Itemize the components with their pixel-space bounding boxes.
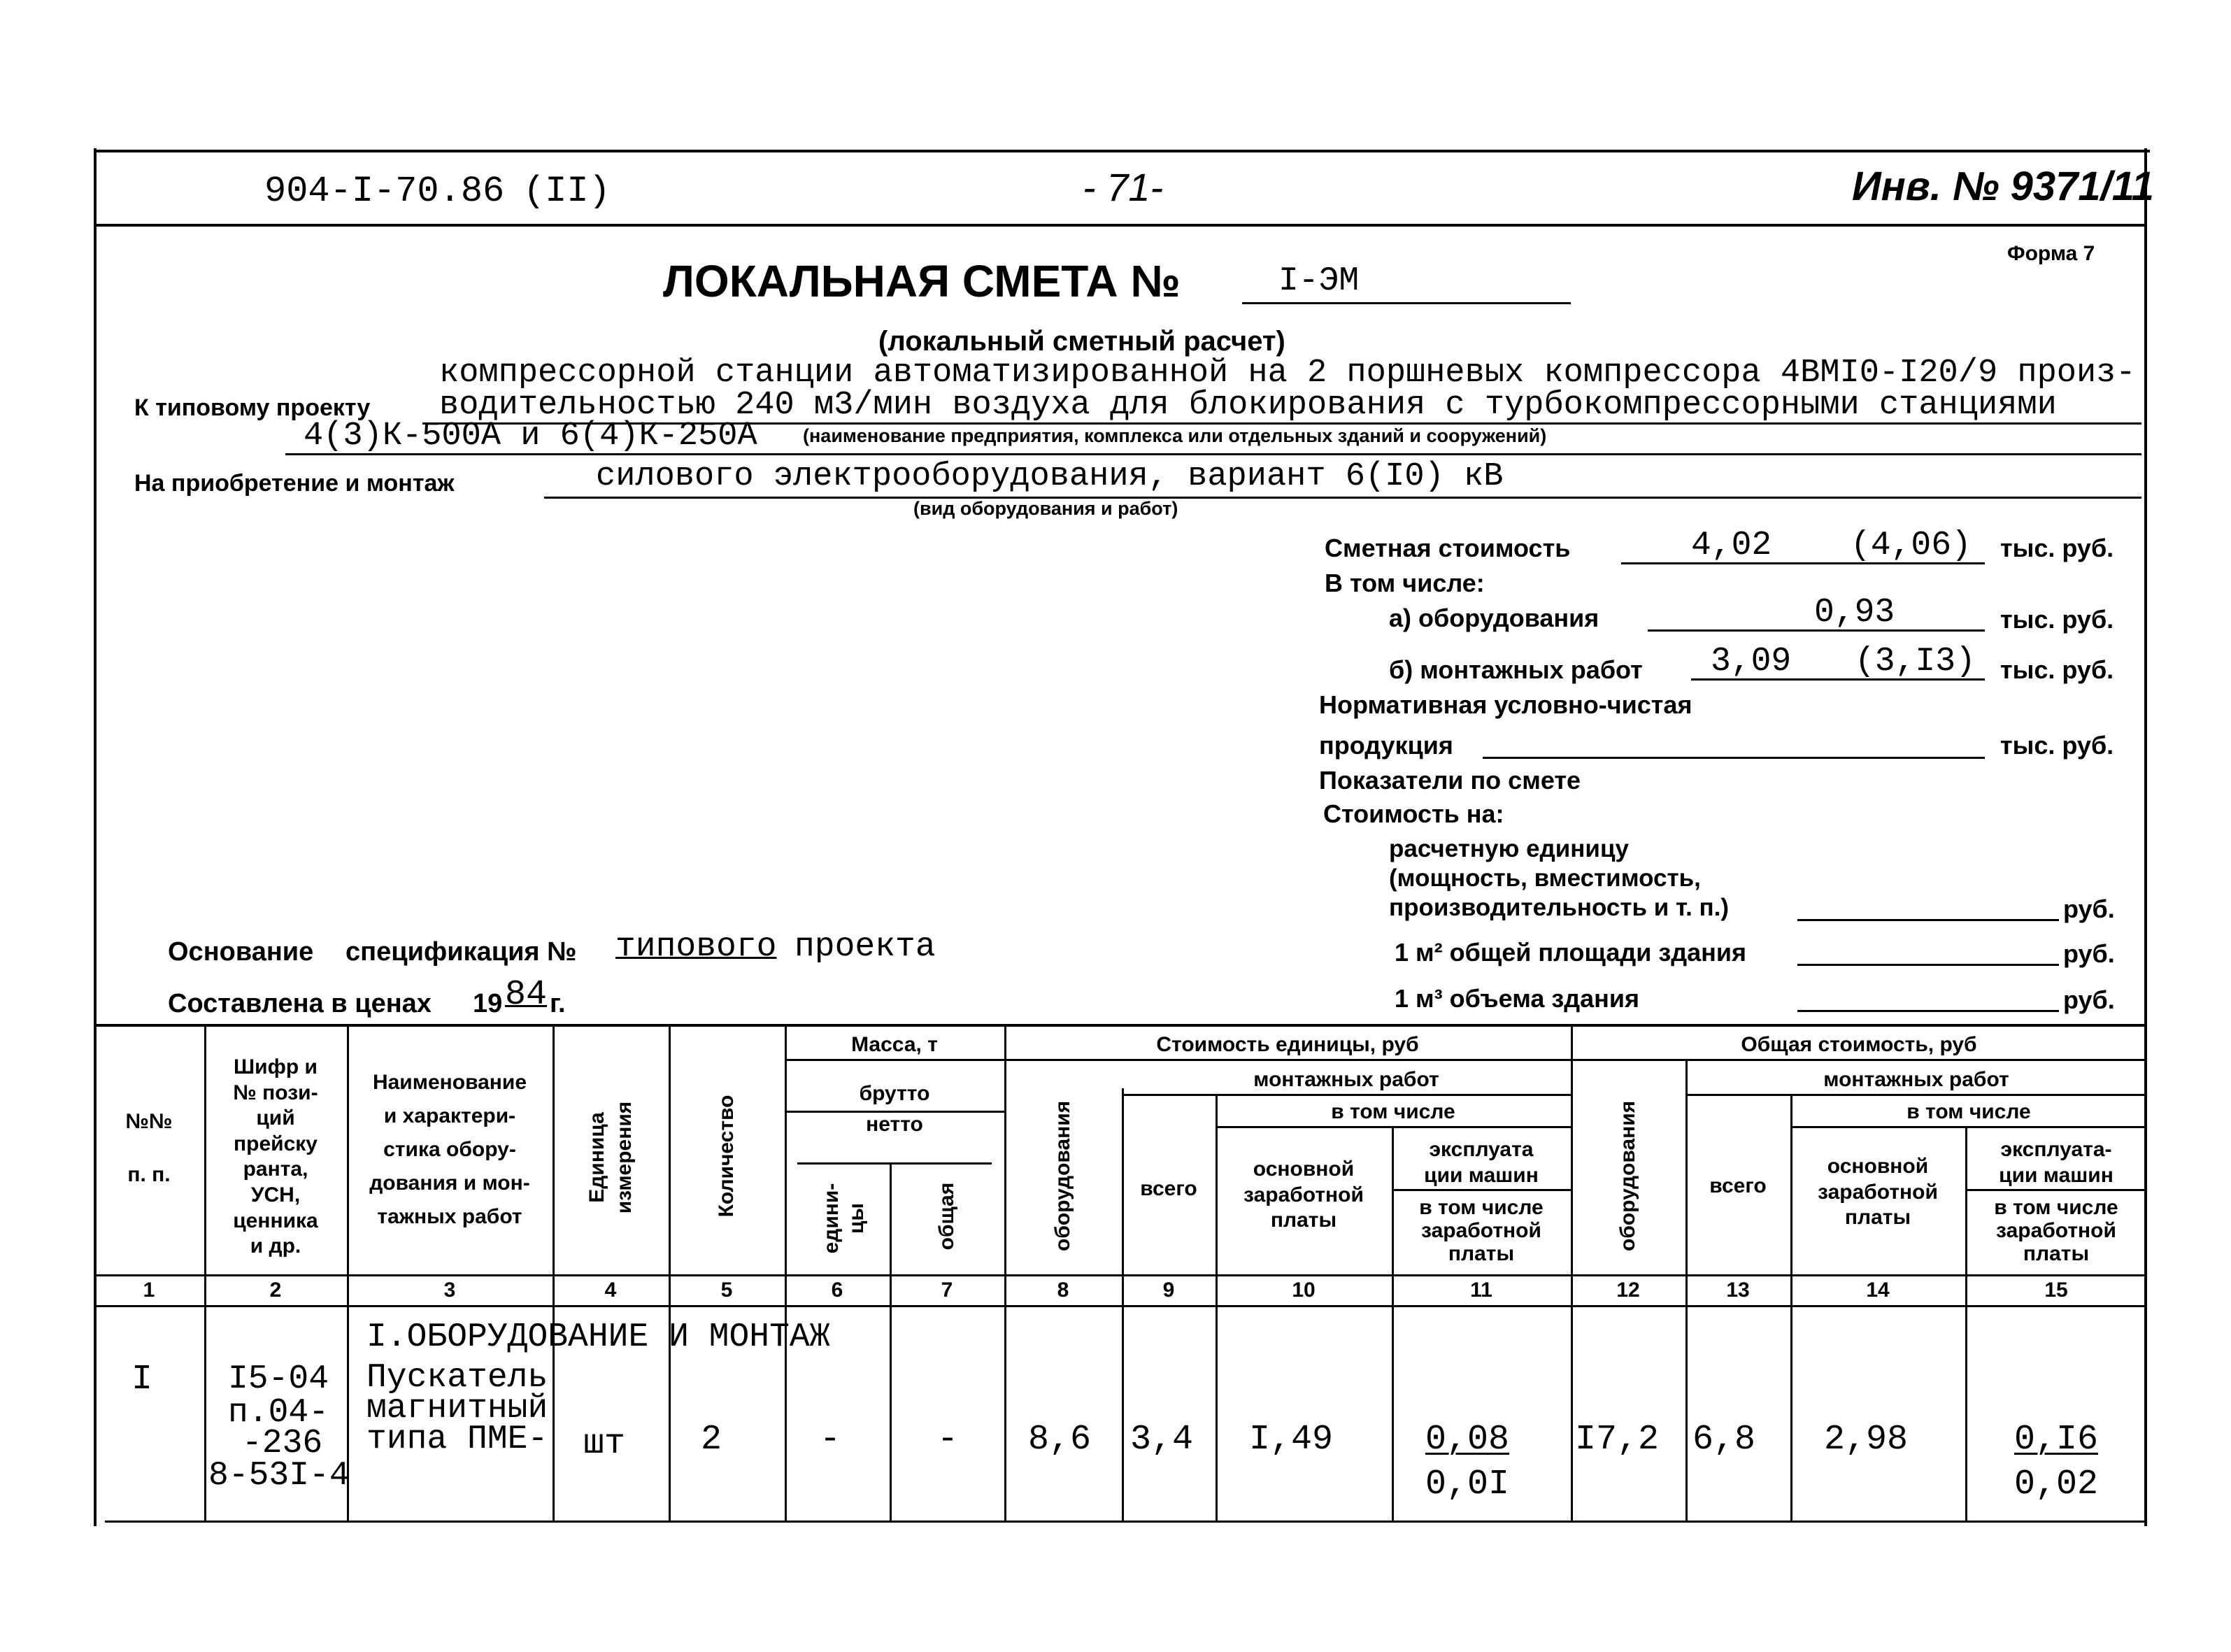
album-number: (II)	[523, 171, 611, 212]
volume-label: 1 м³ объема здания	[1395, 984, 1640, 1013]
estimated-cost-value: 4,02	[1691, 527, 1772, 564]
unit-machines-subline	[1392, 1189, 1571, 1191]
table-header-bottom	[94, 1274, 2147, 1276]
header-col15a: эксплуата- ции машин	[1999, 1138, 2114, 1187]
prices-suffix: г.	[550, 989, 566, 1018]
header-mass: Масса, т	[851, 1033, 938, 1056]
project-line-2: водительностью 240 м3/мин воздуха для блокирования с турбокомпрессорными станциями	[439, 387, 2057, 424]
row-number: I	[131, 1360, 153, 1400]
total-cost-subline	[1571, 1059, 2147, 1061]
header-total-including: в том числе	[1906, 1100, 2031, 1123]
unit-cost-subline	[1004, 1059, 1571, 1061]
colnum-11: 11	[1470, 1279, 1492, 1302]
col-divider-11	[1571, 1024, 1573, 1522]
purchase-label: На приобретение и монтаж	[134, 470, 455, 497]
colnum-2: 2	[269, 1279, 282, 1302]
project-line-1: компрессорной станции автоматизированной на 2 поршневых компрессора 4ВМI0-I20/9 произ-	[439, 355, 2136, 392]
prices-label: Составлена в ценах	[168, 989, 432, 1018]
doc-code: 904-I-70.86	[264, 171, 505, 212]
total-including-subline	[1790, 1126, 2147, 1128]
col-divider-4	[669, 1024, 671, 1522]
unit-install-subline	[1122, 1094, 1571, 1096]
per-unit-underline	[1797, 919, 2059, 921]
colnum-6: 6	[831, 1279, 843, 1302]
header-col1b: п. п.	[127, 1163, 171, 1186]
row-install-total-salary: 2,98	[1824, 1420, 1909, 1460]
installation-value: 3,09	[1711, 643, 1792, 681]
equipment-underline	[1648, 629, 1985, 632]
including-label: В том числе:	[1325, 569, 1485, 597]
row-code-1: I5-04	[228, 1360, 329, 1398]
project-line-3: 4(3)К-500А и 6(4)К-250А	[304, 418, 757, 455]
section-title: I.ОБОРУДОВАНИЕ И МОНТАЖ	[366, 1318, 830, 1356]
header-col6: едини- цы	[820, 1183, 868, 1254]
cost-on-label: Стоимость на:	[1323, 799, 1504, 828]
header-col8: оборудования	[1051, 1100, 1074, 1251]
total-install-subline	[1685, 1094, 2147, 1096]
indicators-label: Показатели по смете	[1319, 766, 1581, 795]
spec-value: типового	[615, 928, 777, 966]
col-divider-7	[1004, 1024, 1006, 1522]
purchase-hint: (вид оборудования и работ)	[913, 498, 1178, 519]
normative-label-1: Нормативная условно-чистая	[1319, 690, 1692, 719]
header-unit-install: монтажных работ	[1253, 1068, 1439, 1091]
form-label: Форма 7	[2007, 242, 2095, 265]
normative-underline	[1483, 757, 1985, 759]
colnum-7: 7	[941, 1279, 953, 1302]
header-col11b: в том числе заработной платы	[1419, 1196, 1544, 1265]
basis-label: Основание	[168, 937, 314, 967]
header-brutto: брутто	[859, 1082, 930, 1105]
header-col5: Количество	[715, 1095, 738, 1218]
header-netto: нетто	[866, 1113, 923, 1136]
estimated-cost-label: Сметная стоимость	[1325, 534, 1571, 562]
installation-label: б) монтажных работ	[1389, 655, 1643, 684]
page-title: ЛОКАЛЬНАЯ СМЕТА №	[663, 256, 1181, 306]
header-col1a: №№	[125, 1110, 173, 1133]
installation-unit: тыс. руб.	[2000, 655, 2114, 684]
row-code-3: -236	[242, 1425, 323, 1462]
row-qty: 2	[701, 1420, 722, 1460]
table-bottom	[105, 1521, 2147, 1523]
header-divider	[94, 224, 2147, 227]
total-machines-subline	[1965, 1189, 2147, 1191]
row-install-unit-total: 3,4	[1130, 1420, 1194, 1460]
colnum-13: 13	[1726, 1279, 1750, 1302]
per-unit-rub: руб.	[2063, 895, 2115, 923]
row-equip-total: I7,2	[1575, 1420, 1660, 1460]
header-unit-cost: Стоимость единицы, руб	[1156, 1033, 1419, 1056]
mass-subline	[785, 1059, 1004, 1061]
table-colnum-bottom	[94, 1305, 2147, 1307]
header-col11a: эксплуата ции машин	[1424, 1138, 1539, 1187]
area-label: 1 м² общей площади здания	[1395, 938, 1746, 967]
spec-label: спецификация №	[345, 937, 577, 967]
colnum-1: 1	[143, 1279, 155, 1302]
volume-rub: руб.	[2063, 985, 2115, 1014]
table-top	[94, 1024, 2147, 1027]
estimate-number-underline	[1242, 302, 1571, 304]
page-number: - 71-	[1083, 165, 1164, 209]
row-equip-unit: 8,6	[1028, 1420, 1092, 1460]
estimate-number: I-ЭМ	[1278, 262, 1360, 300]
unit-including-subline	[1216, 1126, 1571, 1128]
header-col15b: в том числе заработной платы	[1994, 1196, 2118, 1265]
purchase-underline	[544, 497, 2141, 499]
row-unit: шт	[583, 1424, 626, 1464]
colnum-15: 15	[2044, 1279, 2068, 1302]
equipment-label: а) оборудования	[1389, 604, 1599, 632]
estimated-cost-alt: (4,06)	[1851, 527, 1972, 564]
header-col9: всего	[1140, 1177, 1197, 1200]
colnum-10: 10	[1292, 1279, 1316, 1302]
row-mass-unit: -	[820, 1420, 841, 1460]
volume-underline	[1797, 1010, 2059, 1012]
header-col12: оборудования	[1616, 1100, 1639, 1251]
header-col7: общая	[935, 1182, 958, 1251]
col-divider-8	[1122, 1088, 1124, 1522]
header-col2: Шифр и № пози- ций прейску ранта, УСН, ценника и др.	[233, 1055, 318, 1258]
per-unit-label-2: (мощность, вместимость,	[1389, 864, 1701, 892]
row-install-unit-machines-salary: 0,0I	[1425, 1465, 1510, 1504]
row-install-total-machines: 0,I6	[2014, 1420, 2099, 1460]
colnum-3: 3	[443, 1279, 456, 1302]
colnum-5: 5	[720, 1279, 733, 1302]
row-mass-total: -	[937, 1420, 959, 1460]
area-rub: руб.	[2063, 939, 2115, 968]
header-col4: Единица измерения	[585, 1101, 636, 1214]
normative-label-2: продукция	[1319, 731, 1453, 760]
estimated-cost-unit: тыс. руб.	[2000, 534, 2114, 562]
row-install-total-machines-salary: 0,02	[2014, 1465, 2099, 1504]
row-install-total: 6,8	[1692, 1420, 1756, 1460]
col-divider-3	[553, 1024, 555, 1522]
subtitle: (локальный сметный расчет)	[878, 326, 1285, 357]
per-unit-label-1: расчетную единицу	[1389, 835, 1629, 862]
colnum-12: 12	[1616, 1279, 1640, 1302]
header-col10: основной заработной платы	[1243, 1158, 1364, 1232]
equipment-value: 0,93	[1814, 594, 1895, 632]
installation-alt: (3,I3)	[1855, 643, 1976, 681]
colnum-4: 4	[604, 1279, 617, 1302]
frame-right	[2144, 148, 2147, 1526]
row-name-1: Пускатель	[366, 1359, 548, 1397]
frame-top	[94, 150, 2150, 152]
header-unit-including: в том числе	[1331, 1100, 1455, 1123]
colnum-14: 14	[1866, 1279, 1890, 1302]
spec-tail: проекта	[794, 928, 936, 966]
row-install-unit-salary: I,49	[1249, 1420, 1334, 1460]
project-label: К типовому проекту	[134, 394, 371, 421]
inventory-number: Инв. № 9371/11	[1852, 164, 2154, 209]
installation-underline	[1691, 678, 1985, 681]
row-name-3: типа ПМЕ-	[366, 1420, 548, 1458]
equipment-unit: тыс. руб.	[2000, 605, 2114, 634]
header-total-install: монтажных работ	[1823, 1068, 2009, 1091]
row-code-2: п.04-	[228, 1394, 329, 1432]
prices-year-prefix: 19	[473, 989, 503, 1018]
project-hint: (наименование предприятия, комплекса или отдельных зданий и сооружений)	[803, 425, 1547, 446]
estimated-cost-underline-line	[1621, 562, 1985, 564]
project-line-3-underline	[285, 453, 2141, 455]
header-col14: основной заработной платы	[1818, 1155, 1938, 1230]
prices-year: 84	[505, 975, 548, 1015]
area-underline	[1797, 964, 2059, 966]
colnum-9: 9	[1162, 1279, 1175, 1302]
header-col13: всего	[1709, 1174, 1767, 1197]
header-col3: Наименование и характери- стика обору- дования и мон- тажных работ	[369, 1071, 530, 1228]
col-divider-6	[890, 1162, 892, 1522]
header-total-cost: Общая стоимость, руб	[1741, 1033, 1977, 1056]
per-unit-label-3: производительность и т. п.)	[1389, 894, 1730, 921]
row-name-2: магнитный	[366, 1390, 548, 1427]
colnum-8: 8	[1057, 1279, 1069, 1302]
frame-left	[94, 148, 97, 1526]
normative-unit: тыс. руб.	[2000, 731, 2114, 760]
purchase-value: силового электрооборудования, вариант 6(I0) кВ	[596, 458, 1504, 495]
row-code-4: 8-53I-4	[208, 1457, 350, 1495]
row-install-unit-machines: 0,08	[1425, 1420, 1510, 1460]
